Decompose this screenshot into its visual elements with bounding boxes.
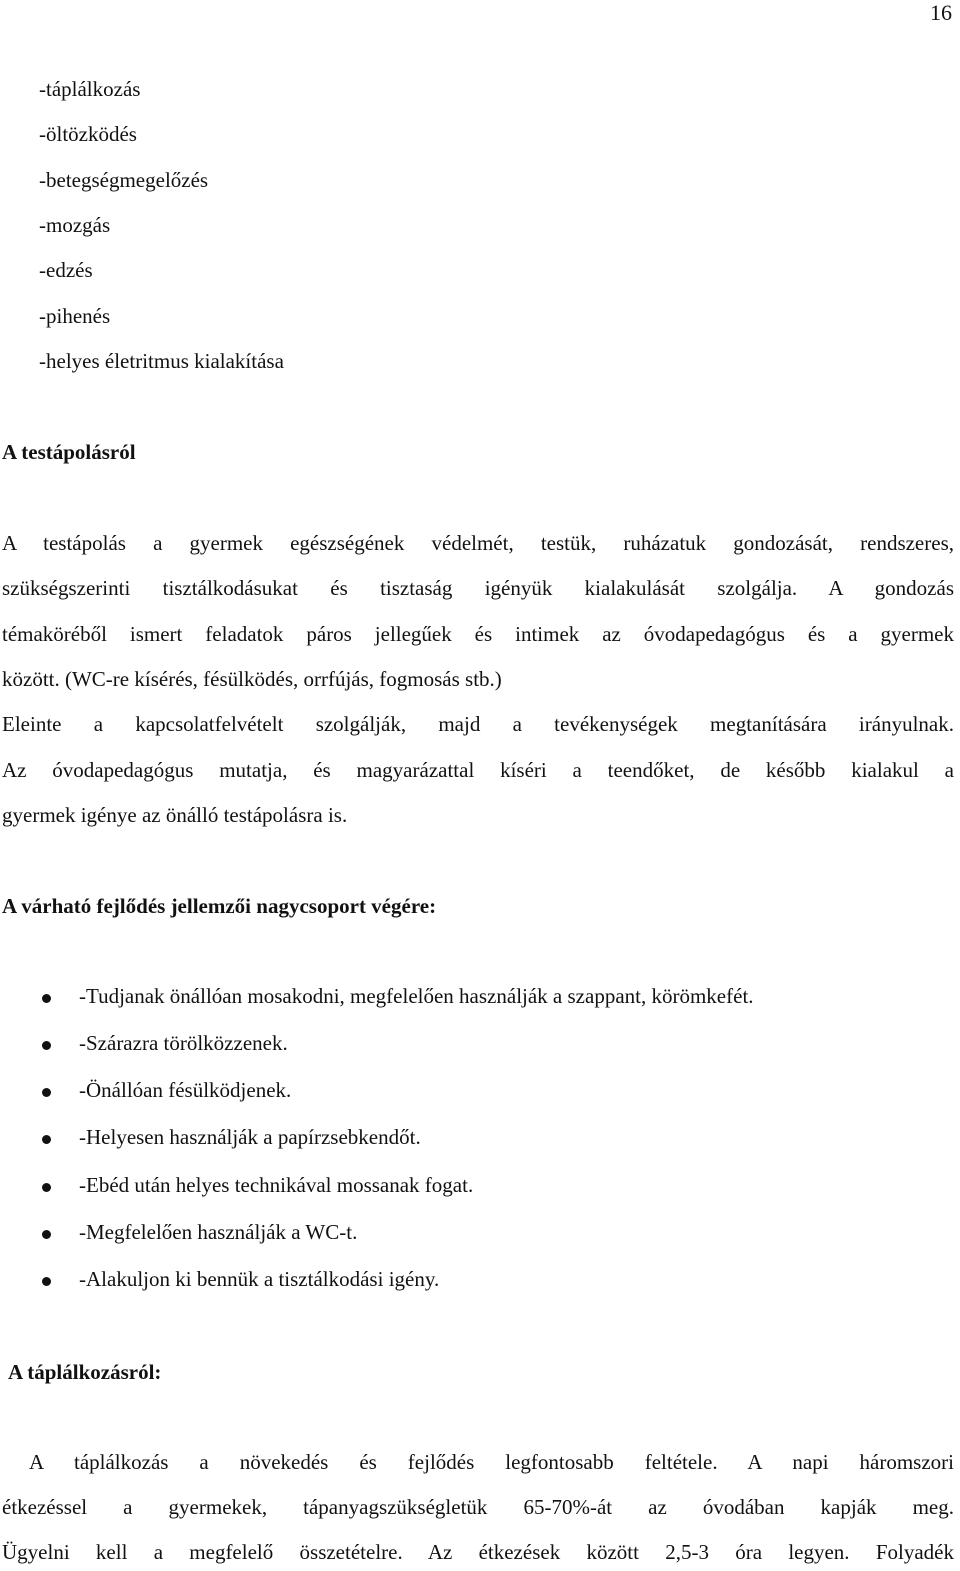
bullet-list-item: -Helyesen használják a papírzsebkendőt. xyxy=(79,1125,421,1149)
paragraph-line: A testápolás a gyermek egészségének védelmét, testük, ruházatuk gondozását, rendszeres, xyxy=(2,531,954,555)
bullet-list-item: -Szárazra törölközzenek. xyxy=(79,1031,288,1055)
intro-list-item: -edzés xyxy=(39,258,93,282)
bullet-icon xyxy=(42,1088,51,1097)
bullet-list-item: -Alakuljon ki bennük a tisztálkodási igény. xyxy=(79,1267,440,1291)
bullet-list-item: -Tudjanak önállóan mosakodni, megfelelően használják a szappant, körömkefét. xyxy=(79,984,754,1008)
page-number: 16 xyxy=(930,0,952,25)
bullet-icon xyxy=(42,994,51,1003)
intro-list-item: -öltözködés xyxy=(39,122,137,146)
bullet-icon xyxy=(42,1183,51,1192)
bullet-list-item: -Ebéd után helyes technikával mossanak fogat. xyxy=(79,1173,474,1197)
intro-list-item: -helyes életritmus kialakítása xyxy=(39,349,284,373)
section-heading-taplalkozas: A táplálkozásról: xyxy=(8,1360,162,1384)
intro-list-item: -mozgás xyxy=(39,213,111,237)
paragraph-line: között. (WC-re kísérés, fésülködés, orrfújás, fogmosás stb.) xyxy=(2,667,502,691)
paragraph-line: étkezéssel a gyermekek, tápanyagszükségletük 65-70%-át az óvodában kapják meg. xyxy=(2,1495,954,1519)
intro-list-item: -táplálkozás xyxy=(39,77,141,101)
intro-list-item: -pihenés xyxy=(39,304,111,328)
bullet-icon xyxy=(42,1277,51,1286)
paragraph-line: Ügyelni kell a megfelelő összetételre. Az étkezések között 2,5-3 óra legyen. Folyadék xyxy=(2,1540,954,1564)
paragraph-line: témaköréből ismert feladatok páros jellegűek és intimek az óvodapedagógus és a gyermek xyxy=(2,622,954,646)
section-heading-fejlodes: A várható fejlődés jellemzői nagycsoport végére: xyxy=(2,894,437,918)
bullet-list-item: -Megfelelően használják a WC-t. xyxy=(79,1220,358,1244)
paragraph-line: gyermek igénye az önálló testápolásra is. xyxy=(2,803,348,827)
paragraph-line: A táplálkozás a növekedés és fejlődés legfontosabb feltétele. A napi háromszori xyxy=(29,1450,954,1474)
bullet-icon xyxy=(42,1230,51,1239)
bullet-icon xyxy=(42,1041,51,1050)
paragraph-line: szükségszerinti tisztálkodásukat és tisztaság igényük kialakulását szolgálja. A gondozás xyxy=(2,576,954,600)
paragraph-line: Az óvodapedagógus mutatja, és magyarázattal kíséri a teendőket, de később kialakul a xyxy=(2,758,954,782)
bullet-icon xyxy=(42,1135,51,1144)
section-heading-testapolas: A testápolásról xyxy=(2,440,136,464)
bullet-list-item: -Önállóan fésülködjenek. xyxy=(79,1078,292,1102)
paragraph-line: Eleinte a kapcsolatfelvételt szolgálják, majd a tevékenységek megtanítására irányulnak. xyxy=(2,712,954,736)
intro-list-item: -betegségmegelőzés xyxy=(39,168,209,192)
